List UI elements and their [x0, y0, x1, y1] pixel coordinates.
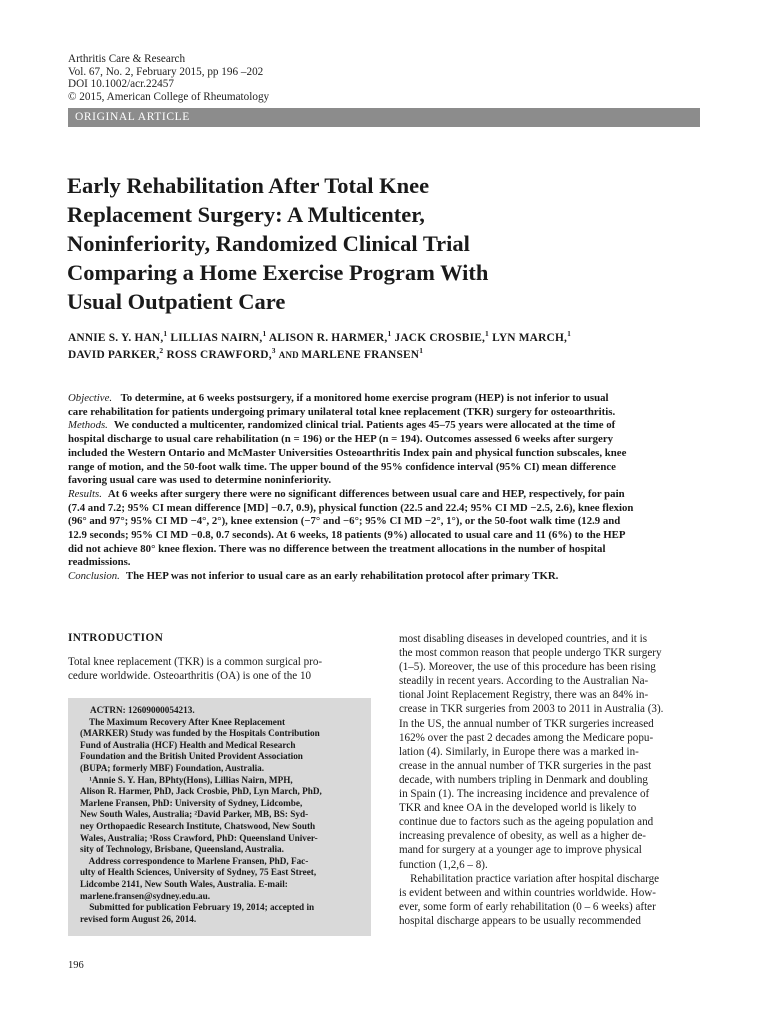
title-line: Early Rehabilitation After Total Knee — [67, 173, 430, 198]
article-title — [67, 171, 667, 316]
abstract-line — [68, 392, 702, 406]
journal-volume: Vol. 67, No. 2, February 2015, pp 196 –202 — [68, 65, 264, 78]
footnote-line: Marlene Fransen, PhD: University of Sydney, Lidcombe, — [80, 797, 303, 808]
body-line: cedure worldwide. Osteoarthritis (OA) is one of the 10 — [68, 670, 312, 683]
abstract-line: (7.4 and 7.2; 95% CI mean difference [MD] −0.7, 0.9), physical function (22.5 and 22.4; 95% CI MD −2.5, 2.6), knee flexion — [68, 501, 634, 514]
footnote-line: ¹Annie S. Y. Han, BPhty(Hons), Lillias Nairn, MPH, — [80, 774, 293, 785]
author-name: ALISON R. HARMER, — [268, 332, 388, 344]
objective-text: To determine, at 6 weeks postsurgery, if a monitored home exercise program (HEP) is not inferior to usual — [120, 392, 609, 404]
body-line: the most common reason that people undergo TKR surgery — [399, 647, 662, 660]
author-name: JACK CROSBIE, — [394, 332, 486, 344]
conclusion-label: Conclusion. — [68, 570, 120, 583]
author-name: LYN MARCH, — [492, 332, 568, 344]
footnote-line: Wales, Australia; ³Ross Crawford, PhD: Queensland Univer- — [80, 832, 318, 843]
title-line: Usual Outpatient Care — [67, 289, 286, 314]
journal-info — [68, 53, 269, 103]
body-line: (1–5). Moreover, the use of this procedure has been rising — [399, 661, 656, 674]
affiliation-marker: 1 — [163, 329, 168, 339]
body-line: lation (4). Similarly, in Europe there was a marked in- — [399, 745, 639, 758]
footnote-line: revised form August 26, 2014. — [80, 913, 197, 924]
right-column — [399, 632, 702, 928]
body-line: In the US, the annual number of TKR surgeries increased — [399, 717, 654, 730]
abstract-line: range of motion, and the 50-foot walk time. The upper bound of the 95% confidence interval (95% CI) mean difference — [68, 460, 616, 473]
body-line: steadily in recent years. According to the Australian Na- — [399, 675, 649, 688]
objective-label: Objective. — [68, 392, 113, 404]
title-line: Noninferiority, Randomized Clinical Trial — [67, 231, 470, 256]
abstract-line: included the Western Ontario and McMaster Universities Osteoarthritis Index pain and physical function subscales, knee — [68, 446, 627, 459]
body-line: crease in the annual number of TKR surgeries in the past — [399, 759, 652, 772]
body-line: TKR and knee OA in the developed world is likely to — [399, 802, 637, 815]
affiliation-marker: 1 — [567, 329, 572, 339]
footnote-line: Lidcombe 2141, New South Wales, Australia. E-mail: — [80, 878, 288, 889]
author-name: DAVID PARKER, — [68, 349, 160, 361]
footnote-line: (MARKER) Study was funded by the Hospitals Contribution — [80, 728, 320, 739]
abstract-line — [68, 419, 702, 433]
footnote-line: Submitted for publication February 19, 2014; accepted in — [80, 902, 315, 913]
journal-doi: DOI 10.1002/acr.22457 — [68, 78, 174, 91]
left-column — [68, 632, 358, 683]
footnote-line: marlene.fransen@sydney.edu.au. — [80, 890, 211, 901]
methods-text: We conducted a multicenter, randomized clinical trial. Patients ages 45–75 years were allocated at the time of — [113, 419, 616, 432]
footnote-line: ulty of Health Sciences, University of Sydney, 75 East Street, — [80, 867, 317, 878]
body-line: continue due to factors such as the ageing population and — [399, 816, 654, 829]
introduction-heading: INTRODUCTION — [68, 632, 164, 644]
footnote-line: Foundation and the British United Provident Association — [80, 751, 303, 762]
title-line: Comparing a Home Exercise Program With — [67, 260, 489, 285]
footnote-line: Address correspondence to Marlene Fransen, PhD, Fac- — [80, 855, 309, 866]
abstract — [68, 392, 702, 584]
conclusion-text: The HEP was not inferior to usual care as an early rehabilitation protocol after primary TKR. — [125, 570, 559, 583]
author-name: ROSS CRAWFORD, — [166, 349, 272, 361]
footnote-line: sity of Technology, Brisbane, Queensland, Australia. — [80, 844, 284, 855]
results-label: Results. — [68, 487, 102, 500]
body-line: is evident between and within countries worldwide. How- — [399, 886, 656, 899]
footnote-box — [68, 698, 371, 936]
article-type-bar — [68, 108, 700, 127]
body-line: Rehabilitation practice variation after hospital discharge — [399, 872, 660, 885]
journal-copyright: © 2015, American College of Rheumatology — [68, 90, 270, 103]
author-name: MARLENE FRANSEN — [301, 349, 420, 361]
methods-label: Methods. — [68, 419, 108, 432]
abstract-line: 12.9 seconds; 95% CI MD −0.8, 0.7 seconds). At 6 weeks, 18 patients (9%) allocated to usual care and 11 (6%) to the HEP — [68, 529, 626, 542]
abstract-line: care rehabilitation for patients undergoing primary unilateral total knee replacement (TKR) surgery for osteoarthritis. — [68, 405, 616, 418]
author-list — [68, 330, 708, 364]
article-type-label: ORIGINAL ARTICLE — [75, 111, 190, 123]
page-number: 196 — [68, 960, 84, 971]
body-line: function (1,2,6 – 8). — [399, 858, 488, 871]
author-conjunction: AND — [278, 350, 302, 360]
footnote-line: The Maximum Recovery After Knee Replacement — [80, 716, 286, 727]
affiliation-marker: 1 — [485, 329, 489, 339]
footnote-line: Fund of Australia (HCF) Health and Medical Research — [80, 739, 296, 750]
abstract-line — [68, 570, 702, 584]
body-line: increasing prevalence of obesity, as well as a higher de- — [399, 830, 646, 843]
abstract-line: hospital discharge to usual care rehabilitation (n = 196) or the HEP (n = 194). Outcomes assessed 6 weeks after surgery — [68, 433, 614, 446]
affiliation-marker: 1 — [419, 346, 424, 356]
footnote-line: ACTRN: 12609000054213. — [90, 705, 195, 715]
affiliation-marker: 1 — [262, 329, 267, 339]
results-text: At 6 weeks after surgery there were no significant differences between usual care and HEP, respectively, for pain — [107, 487, 625, 500]
body-line: decade, with numbers tripling in Denmark and doubling — [399, 773, 648, 786]
footnote-line: ney Orthopaedic Research Institute, Chatswood, New South — [80, 820, 316, 831]
affiliation-marker: 3 — [271, 346, 276, 356]
author-line-1 — [68, 330, 708, 347]
body-line: most disabling diseases in developed countries, and it is — [399, 633, 648, 645]
body-line: in Spain (1). The increasing incidence and prevalence of — [399, 788, 650, 801]
body-line: tional Joint Replacement Registry, there was an 84% in- — [399, 689, 649, 702]
journal-name: Arthritis Care & Research — [68, 53, 186, 65]
abstract-line: did not achieve 80° knee flexion. There was no difference between the treatment allocations in the number of hospital — [68, 542, 606, 555]
abstract-line: readmissions. — [68, 556, 131, 569]
body-line: ever, some form of early rehabilitation (0 – 6 weeks) after — [399, 900, 656, 913]
body-line: hospital discharge appears to be usually recommended — [399, 914, 641, 927]
body-line: mand for surgery at a younger age to improve physical — [399, 844, 642, 857]
affiliation-marker: 2 — [159, 346, 164, 356]
title-line: Replacement Surgery: A Multicenter, — [67, 202, 425, 227]
body-line: crease in TKR surgeries from 2003 to 2011 in Australia (3). — [399, 703, 664, 716]
body-line: Total knee replacement (TKR) is a common surgical pro- — [68, 656, 323, 668]
body-line: 162% over the past 2 decades among the Medicare popu- — [399, 731, 654, 744]
author-line-2 — [68, 347, 708, 364]
abstract-line: (96° and 97°; 95% CI MD −4°, 2°), knee extension (−7° and −6°; 95% CI MD −2°, 1°), or the 50-foot walk time (12.9 and — [68, 515, 621, 528]
abstract-line: favoring usual care was used to determine noninferiority. — [68, 474, 332, 487]
author-name: ANNIE S. Y. HAN, — [68, 332, 164, 344]
abstract-line — [68, 488, 702, 502]
affiliation-marker: 1 — [387, 329, 392, 339]
footnote-line: (BUPA; formerly MBF) Foundation, Australia. — [80, 762, 265, 773]
author-name: LILLIAS NAIRN, — [170, 332, 263, 344]
footnote-line: Alison R. Harmer, PhD, Jack Crosbie, PhD, Lyn March, PhD, — [80, 786, 322, 797]
footnote-line: New South Wales, Australia; ²David Parker, MB, BS: Syd- — [80, 809, 309, 820]
